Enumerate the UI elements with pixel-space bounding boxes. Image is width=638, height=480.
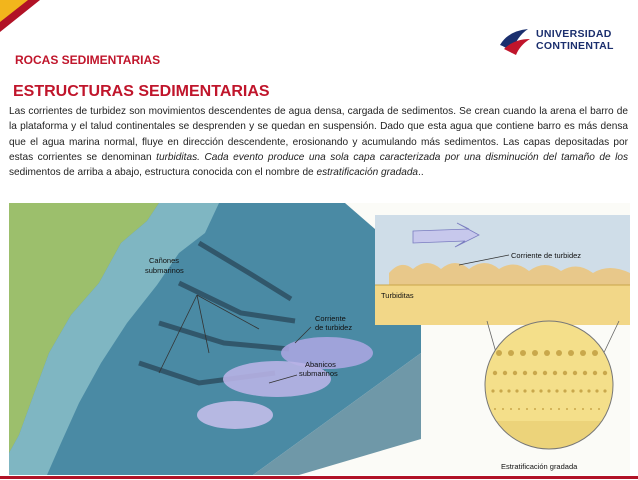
turbidity-currents-illustration [9,203,630,475]
label-corriente-2: de turbidez [315,323,353,332]
section-title: ROCAS SEDIMENTARIAS [15,53,161,67]
para-text-1: Las corrientes de turbidez son movimientos descendentes de agua densa, cargada de sedimentos. Se crean cuando la arena el barro de la plataforma y el talud continentales se desprenden y se quedan en suspensión. Dado que esta agua que contiene barro es más densa que el agua marina normal, fluye en dirección descendente, erosionando y acumulando más sedimentos. Las capas depositadas por estas corrientes se denominan [9,106,628,163]
body-paragraph [9,104,628,180]
para-text-3: .. [418,167,424,179]
logo-emblem-icon [498,25,532,57]
label-corriente-turbidez: Corriente de turbidez [511,251,582,260]
logo-line-1: UNIVERSIDAD [536,28,612,40]
para-text-2: sedimentos de arriba a abajo, estructura conocida con el nombre de [9,167,317,179]
para-italic-1: turbiditas. Cada evento produce una sola capa caracterizada por una disminución del tamaño de los [156,151,628,163]
label-canones: Cañones [149,256,180,265]
label-abanicos-2: submarinos [299,369,338,378]
corner-decoration [0,0,40,34]
universidad-continental-logo [498,24,620,58]
para-italic-2: estratificación gradada [316,167,419,179]
label-estratificacion: Estratificación gradada [501,462,578,471]
slide-subtitle: ESTRUCTURAS SEDIMENTARIAS [13,83,270,100]
label-abanicos-1: Abanicos [305,360,336,369]
label-turbiditas: Turbiditas [381,291,414,300]
label-submarinos: submarinos [145,266,184,275]
figure-svg [9,203,630,475]
label-corriente-1: Corriente [315,314,346,323]
logo-line-2: CONTINENTAL [536,40,614,52]
fan-3 [197,401,273,429]
